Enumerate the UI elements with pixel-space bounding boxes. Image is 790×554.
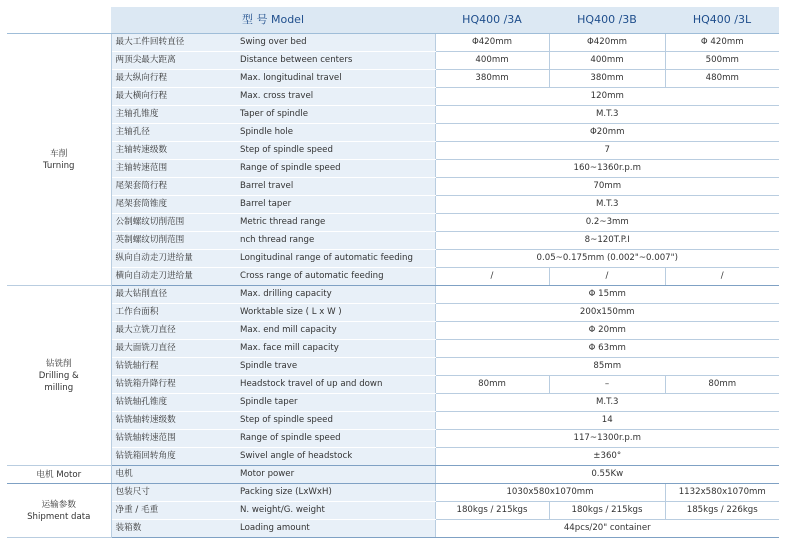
spec-value: ±360° [435, 448, 779, 466]
spec-value: / [549, 268, 665, 286]
spec-label-en: Step of spindle speed [236, 142, 435, 160]
spec-label-cn: 钻铣轴行程 [111, 358, 236, 376]
spec-label-en: Loading amount [236, 520, 435, 538]
spec-label-cn: 主轴转速范围 [111, 160, 236, 178]
spec-label-en: Max. drilling capacity [236, 286, 435, 304]
table-row [7, 304, 779, 322]
spec-value: M.T.3 [435, 196, 779, 214]
spec-value: 0.55Kw [435, 466, 779, 484]
table-row [7, 448, 779, 466]
spec-label-cn: 钻铣轴孔锥度 [111, 394, 236, 412]
table-row [7, 70, 779, 88]
header-row [7, 7, 779, 34]
table-row [7, 520, 779, 538]
spec-label-cn: 英制螺纹切削范围 [111, 232, 236, 250]
group-label-motor: 电机 Motor [7, 466, 111, 484]
table-row [7, 178, 779, 196]
spec-label-cn: 工作台面积 [111, 304, 236, 322]
spec-label-cn: 最大面铣刀直径 [111, 340, 236, 358]
spec-label-en: Motor power [236, 466, 435, 484]
spec-value: M.T.3 [435, 394, 779, 412]
table-row [7, 160, 779, 178]
table-row [7, 250, 779, 268]
spec-value: Φ 20mm [435, 322, 779, 340]
spec-value: / [665, 268, 779, 286]
spec-label-en: Spindle hole [236, 124, 435, 142]
table-row [7, 412, 779, 430]
header-model-label: 型 号 Model [111, 7, 435, 34]
spec-label-cn: 两顶尖最大距离 [111, 52, 236, 70]
spec-value: Φ20mm [435, 124, 779, 142]
spec-label-en: Barrel taper [236, 196, 435, 214]
group-label-drilling: 钻铣削 Drilling & milling [7, 286, 111, 466]
spec-label-cn: 钻铣轴转速范围 [111, 430, 236, 448]
spec-label-en: Distance between centers [236, 52, 435, 70]
spec-label-cn: 最大立铣刀直径 [111, 322, 236, 340]
spec-label-en: Swing over bed [236, 34, 435, 52]
spec-value: 0.2~3mm [435, 214, 779, 232]
table-row [7, 286, 779, 304]
spec-label-en: Max. cross travel [236, 88, 435, 106]
spec-label-cn: 电机 [111, 466, 236, 484]
spec-value: 1132x580x1070mm [665, 484, 779, 502]
spec-value: 14 [435, 412, 779, 430]
spec-value: 200x150mm [435, 304, 779, 322]
spec-value: Φ 63mm [435, 340, 779, 358]
spec-value: 44pcs/20" container [435, 520, 779, 538]
table-row [7, 322, 779, 340]
spec-label-en: Barrel travel [236, 178, 435, 196]
spec-label-cn: 装箱数 [111, 520, 236, 538]
spec-label-en: Taper of spindle [236, 106, 435, 124]
spec-label-en: Packing size (LxWxH) [236, 484, 435, 502]
table-row [7, 232, 779, 250]
spec-value: 120mm [435, 88, 779, 106]
spec-label-cn: 主轴孔径 [111, 124, 236, 142]
spec-label-cn: 纵向自动走刀进给量 [111, 250, 236, 268]
spec-value: 180kgs / 215kgs [549, 502, 665, 520]
header-corner [7, 7, 111, 34]
spec-label-en: Cross range of automatic feeding [236, 268, 435, 286]
spec-label-cn: 包装尺寸 [111, 484, 236, 502]
spec-value: 80mm [435, 376, 549, 394]
header-model-3b: HQ400 /3B [549, 7, 665, 34]
table-row [7, 394, 779, 412]
spec-table [7, 7, 779, 538]
spec-value: 400mm [435, 52, 549, 70]
spec-label-en: nch thread range [236, 232, 435, 250]
spec-value: Φ 420mm [665, 34, 779, 52]
spec-label-cn: 净重 / 毛重 [111, 502, 236, 520]
spec-value: 185kgs / 226kgs [665, 502, 779, 520]
spec-label-cn: 钻铣箱升降行程 [111, 376, 236, 394]
table-row [7, 466, 779, 484]
spec-label-en: Range of spindle speed [236, 430, 435, 448]
table-row [7, 106, 779, 124]
group-label-shipment: 运输参数 Shipment data [7, 484, 111, 538]
spec-value: 8~120T.P.I [435, 232, 779, 250]
spec-label-cn: 主轴转速级数 [111, 142, 236, 160]
spec-label-en: Spindle taper [236, 394, 435, 412]
spec-value: 70mm [435, 178, 779, 196]
table-row [7, 268, 779, 286]
spec-label-cn: 最大工件回转直径 [111, 34, 236, 52]
spec-label-en: Range of spindle speed [236, 160, 435, 178]
spec-value: 380mm [435, 70, 549, 88]
table-row [7, 484, 779, 502]
spec-value: 0.05~0.175mm (0.002"~0.007") [435, 250, 779, 268]
spec-value: 85mm [435, 358, 779, 376]
spec-label-en: Worktable size ( L x W ) [236, 304, 435, 322]
spec-value: 180kgs / 215kgs [435, 502, 549, 520]
spec-value: Φ 15mm [435, 286, 779, 304]
spec-label-cn: 公制螺纹切削范围 [111, 214, 236, 232]
table-row [7, 358, 779, 376]
spec-value: 117~1300r.p.m [435, 430, 779, 448]
spec-label-cn: 钻铣箱回转角度 [111, 448, 236, 466]
spec-label-cn: 最大钻削直径 [111, 286, 236, 304]
spec-label-en: Headstock travel of up and down [236, 376, 435, 394]
spec-value: 400mm [549, 52, 665, 70]
spec-value: 1030x580x1070mm [435, 484, 665, 502]
header-model-3a: HQ400 /3A [435, 7, 549, 34]
table-row [7, 196, 779, 214]
spec-label-cn: 横向自动走刀进给量 [111, 268, 236, 286]
spec-label-en: Max. face mill capacity [236, 340, 435, 358]
table-row [7, 502, 779, 520]
spec-value: 500mm [665, 52, 779, 70]
table-row [7, 52, 779, 70]
table-row [7, 376, 779, 394]
spec-value: 480mm [665, 70, 779, 88]
spec-value: M.T.3 [435, 106, 779, 124]
spec-value: – [549, 376, 665, 394]
spec-label-cn: 尾架套筒锥度 [111, 196, 236, 214]
spec-value: 380mm [549, 70, 665, 88]
group-label-turning: 车削 Turning [7, 34, 111, 286]
spec-label-en: Max. end mill capacity [236, 322, 435, 340]
table-row [7, 340, 779, 358]
spec-label-en: Longitudinal range of automatic feeding [236, 250, 435, 268]
spec-label-en: Swivel angle of headstock [236, 448, 435, 466]
table-row [7, 430, 779, 448]
spec-label-en: Metric thread range [236, 214, 435, 232]
spec-value: / [435, 268, 549, 286]
table-row [7, 214, 779, 232]
spec-body [7, 34, 779, 538]
table-row [7, 88, 779, 106]
spec-label-en: Max. longitudinal travel [236, 70, 435, 88]
spec-label-cn: 主轴孔锥度 [111, 106, 236, 124]
spec-label-cn: 钻铣轴转速级数 [111, 412, 236, 430]
spec-value: Φ420mm [549, 34, 665, 52]
spec-value: Φ420mm [435, 34, 549, 52]
header-model-3l: HQ400 /3L [665, 7, 779, 34]
spec-value: 160~1360r.p.m [435, 160, 779, 178]
table-row [7, 34, 779, 52]
spec-label-cn: 尾架套筒行程 [111, 178, 236, 196]
spec-label-cn: 最大横向行程 [111, 88, 236, 106]
spec-label-en: Spindle trave [236, 358, 435, 376]
spec-value: 7 [435, 142, 779, 160]
table-row [7, 142, 779, 160]
spec-label-en: Step of spindle speed [236, 412, 435, 430]
spec-label-cn: 最大纵向行程 [111, 70, 236, 88]
spec-label-en: N. weight/G. weight [236, 502, 435, 520]
table-row [7, 124, 779, 142]
spec-value: 80mm [665, 376, 779, 394]
